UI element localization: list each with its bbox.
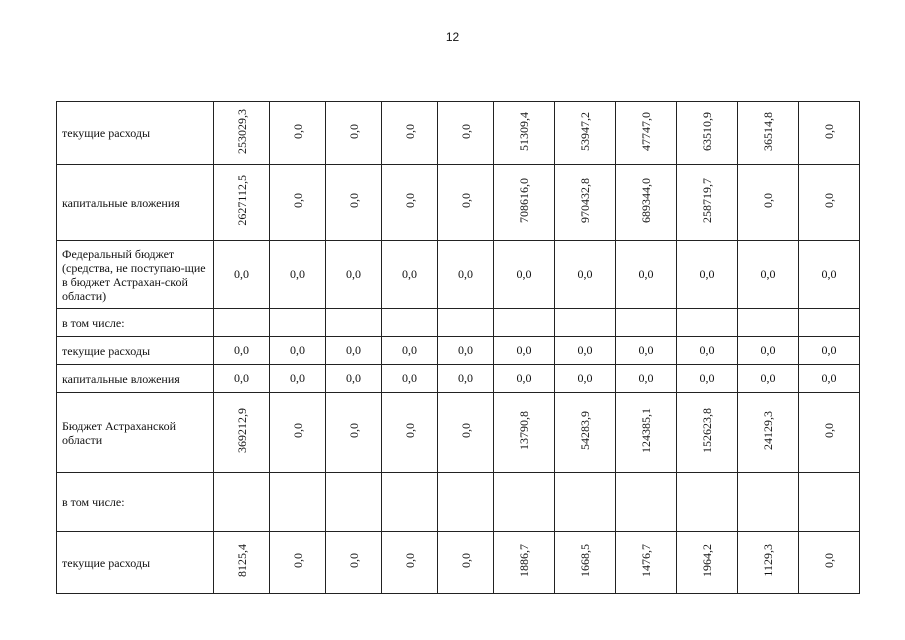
value-cell: 0,0: [438, 365, 494, 393]
value-cell: [214, 102, 270, 165]
value-cell: 0,0: [616, 337, 677, 365]
cell-value: 47747,0: [639, 111, 653, 151]
value-cell: [494, 102, 555, 165]
cell-value: 24129,3: [761, 411, 775, 450]
cell-value: 0,0: [346, 123, 361, 139]
value-cell: [555, 473, 616, 532]
value-cell: 0,0: [494, 337, 555, 365]
cell-value: 0,0: [346, 423, 361, 438]
cell-value: 258719,7: [700, 178, 714, 223]
value-cell: [438, 102, 494, 165]
value-cell: [799, 473, 860, 532]
value-cell: [555, 102, 616, 165]
cell-value: 1886,7: [517, 544, 531, 577]
row-label: в том числе:: [57, 309, 214, 337]
value-cell: [555, 309, 616, 337]
value-cell: [616, 532, 677, 594]
cell-value: 708616,0: [517, 178, 531, 223]
value-cell: 0,0: [494, 365, 555, 393]
value-cell: [677, 473, 738, 532]
cell-value: 0,0: [822, 423, 836, 438]
table-row: [57, 473, 860, 532]
value-cell: [677, 532, 738, 594]
cell-value: 13790,8: [517, 411, 531, 450]
value-cell: 0,0: [738, 337, 799, 365]
value-cell: [738, 165, 799, 241]
value-cell: [382, 102, 438, 165]
value-cell: [214, 532, 270, 594]
value-cell: [382, 473, 438, 532]
cell-value: 0,0: [346, 193, 361, 208]
value-cell: 0,0: [799, 365, 860, 393]
cell-value: 970432,8: [578, 178, 592, 223]
value-cell: [326, 393, 382, 473]
row-label: капитальные вложения: [57, 165, 214, 241]
cell-value: 0,0: [822, 193, 836, 208]
page-number: 12: [445, 30, 460, 44]
value-cell: [555, 393, 616, 473]
value-cell: [799, 532, 860, 594]
value-cell: 0,0: [555, 365, 616, 393]
value-cell: 0,0: [616, 241, 677, 309]
value-cell: [799, 165, 860, 241]
value-cell: [738, 473, 799, 532]
value-cell: [738, 102, 799, 165]
budget-table-body: [57, 102, 860, 594]
cell-value: 0,0: [458, 193, 473, 208]
cell-value: 253029,3: [234, 108, 249, 154]
value-cell: [326, 309, 382, 337]
value-cell: [270, 102, 326, 165]
cell-value: 152623,8: [700, 408, 714, 453]
table-row: [57, 102, 860, 165]
cell-value: 689344,0: [639, 178, 653, 223]
value-cell: [677, 309, 738, 337]
value-cell: 0,0: [799, 337, 860, 365]
value-cell: 0,0: [214, 365, 270, 393]
table-row: [57, 393, 860, 473]
value-cell: [616, 102, 677, 165]
value-cell: [494, 532, 555, 594]
value-cell: 0,0: [382, 337, 438, 365]
value-cell: [270, 532, 326, 594]
table-row: [57, 241, 860, 309]
value-cell: 0,0: [677, 365, 738, 393]
value-cell: [326, 102, 382, 165]
value-cell: 0,0: [270, 365, 326, 393]
value-cell: 0,0: [494, 241, 555, 309]
value-cell: [326, 473, 382, 532]
value-cell: [616, 473, 677, 532]
value-cell: [438, 309, 494, 337]
row-label: текущие расходы: [57, 102, 214, 165]
cell-value: 0,0: [822, 123, 836, 139]
cell-value: 0,0: [346, 553, 361, 568]
value-cell: [738, 532, 799, 594]
value-cell: [438, 532, 494, 594]
value-cell: [214, 393, 270, 473]
value-cell: [438, 393, 494, 473]
cell-value: 8125,4: [234, 544, 249, 577]
value-cell: [214, 309, 270, 337]
value-cell: [438, 473, 494, 532]
value-cell: [555, 165, 616, 241]
cell-value: 0,0: [402, 123, 417, 139]
value-cell: [214, 473, 270, 532]
value-cell: 0,0: [270, 241, 326, 309]
cell-value: 0,0: [290, 423, 305, 438]
value-cell: 0,0: [326, 337, 382, 365]
value-cell: [555, 532, 616, 594]
value-cell: [799, 393, 860, 473]
cell-value: 1668,5: [578, 544, 592, 577]
value-cell: [326, 532, 382, 594]
value-cell: [494, 393, 555, 473]
value-cell: [677, 393, 738, 473]
value-cell: 0,0: [738, 365, 799, 393]
row-label: Федеральный бюджет (средства, не поступаю-щие в бюджет Астрахан-ской области): [57, 241, 214, 309]
value-cell: 0,0: [326, 241, 382, 309]
cell-value: 51309,4: [517, 111, 531, 151]
row-label: текущие расходы: [57, 532, 214, 594]
value-cell: 0,0: [438, 241, 494, 309]
value-cell: [616, 393, 677, 473]
value-cell: 0,0: [382, 241, 438, 309]
value-cell: [438, 165, 494, 241]
cell-value: 0,0: [290, 553, 305, 568]
value-cell: [270, 165, 326, 241]
value-cell: [270, 309, 326, 337]
value-cell: 0,0: [326, 365, 382, 393]
value-cell: [677, 102, 738, 165]
value-cell: [494, 309, 555, 337]
value-cell: [799, 102, 860, 165]
row-label: капитальные вложения: [57, 365, 214, 393]
cell-value: 0,0: [402, 423, 417, 438]
table-row: [57, 532, 860, 594]
value-cell: 0,0: [616, 365, 677, 393]
budget-table: [56, 101, 860, 594]
cell-value: 0,0: [822, 553, 836, 568]
cell-value: 63510,9: [700, 111, 714, 151]
value-cell: [738, 309, 799, 337]
cell-value: 1964,2: [700, 544, 714, 577]
cell-value: 0,0: [761, 193, 775, 208]
cell-value: 1476,7: [639, 544, 653, 577]
value-cell: [326, 165, 382, 241]
value-cell: [270, 473, 326, 532]
value-cell: 0,0: [438, 337, 494, 365]
cell-value: 0,0: [402, 193, 417, 208]
row-label: текущие расходы: [57, 337, 214, 365]
cell-value: 2627112,5: [234, 175, 249, 226]
cell-value: 53947,2: [578, 111, 592, 151]
cell-value: 369212,9: [234, 408, 249, 453]
value-cell: [214, 165, 270, 241]
value-cell: [382, 165, 438, 241]
value-cell: 0,0: [555, 337, 616, 365]
cell-value: 0,0: [290, 193, 305, 208]
value-cell: [616, 165, 677, 241]
cell-value: 0,0: [458, 553, 473, 568]
cell-value: 0,0: [290, 123, 305, 139]
value-cell: [270, 393, 326, 473]
value-cell: [738, 393, 799, 473]
value-cell: 0,0: [677, 241, 738, 309]
value-cell: [382, 309, 438, 337]
value-cell: [382, 393, 438, 473]
table-row: [57, 365, 860, 393]
value-cell: 0,0: [738, 241, 799, 309]
value-cell: 0,0: [270, 337, 326, 365]
value-cell: 0,0: [382, 365, 438, 393]
cell-value: 0,0: [402, 553, 417, 568]
cell-value: 0,0: [458, 423, 473, 438]
value-cell: [382, 532, 438, 594]
cell-value: 0,0: [458, 123, 473, 139]
value-cell: [677, 165, 738, 241]
row-label: Бюджет Астраханской области: [57, 393, 214, 473]
cell-value: 54283,9: [578, 411, 592, 450]
value-cell: 0,0: [799, 241, 860, 309]
value-cell: [799, 309, 860, 337]
cell-value: 1129,3: [761, 544, 775, 577]
value-cell: 0,0: [214, 337, 270, 365]
value-cell: 0,0: [677, 337, 738, 365]
table-row: [57, 337, 860, 365]
table-row: [57, 165, 860, 241]
cell-value: 36514,8: [761, 111, 775, 151]
row-label: в том числе:: [57, 473, 214, 532]
value-cell: 0,0: [555, 241, 616, 309]
table-row: [57, 309, 860, 337]
value-cell: [616, 309, 677, 337]
value-cell: [494, 165, 555, 241]
value-cell: 0,0: [214, 241, 270, 309]
value-cell: [494, 473, 555, 532]
cell-value: 124385,1: [639, 408, 653, 453]
